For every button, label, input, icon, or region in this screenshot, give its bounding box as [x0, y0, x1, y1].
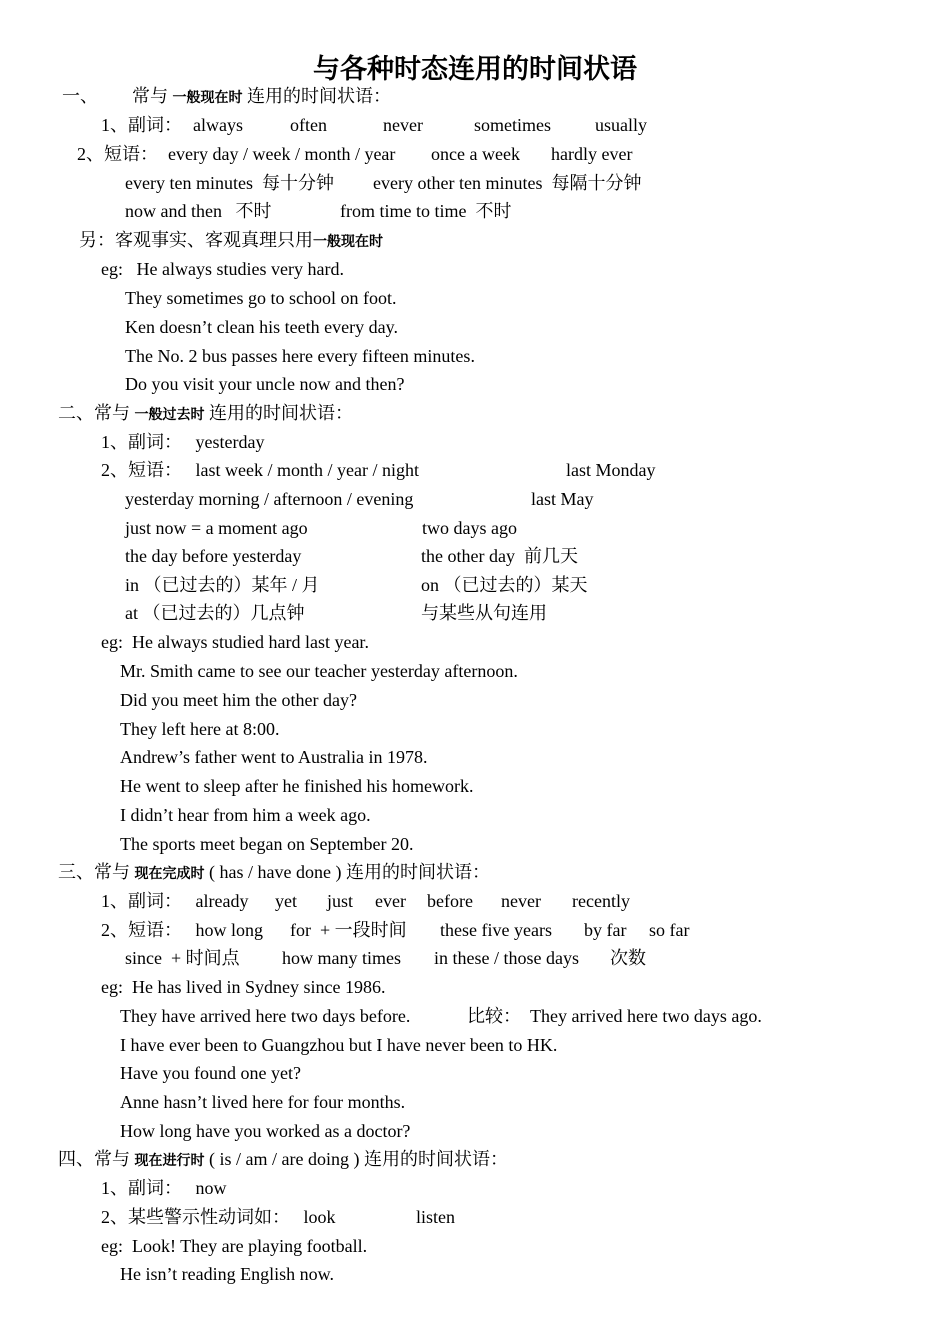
text-line-8	[125, 286, 396, 310]
text-line-17-col-2	[421, 544, 578, 568]
text-segment: ( has / have done )	[204, 862, 342, 882]
text-line-30-col-3	[440, 918, 552, 942]
text-segment: every fifteen minutes	[317, 346, 471, 366]
text-segment: .	[364, 632, 369, 652]
text-segment: here	[250, 1006, 291, 1026]
text-segment: eg: Look! They are playing football.	[101, 1236, 368, 1256]
text-segment: .	[405, 1006, 411, 1026]
text-line-1-col-2	[132, 84, 391, 110]
text-segment: 2、短语：	[77, 144, 158, 164]
text-segment: Have you found one	[120, 1063, 271, 1083]
text-line-9	[125, 315, 398, 339]
text-segment: 一般过去时	[134, 407, 205, 423]
text-segment: .	[366, 805, 371, 825]
text-segment: Anne	[120, 1092, 164, 1112]
text-segment: 1、副词：	[101, 115, 182, 135]
text-segment: isn’t reading	[145, 1264, 236, 1284]
text-segment: hasn’t lived	[163, 1092, 248, 1112]
text-segment: his homework.	[361, 776, 474, 796]
text-line-19-col-1	[125, 601, 305, 625]
text-segment: 一般现在时	[313, 234, 383, 250]
text-segment: hardly ever	[551, 144, 633, 164]
text-line-41	[101, 1234, 367, 1258]
text-line-40-col-1	[101, 1205, 336, 1229]
text-segment: has lived	[157, 977, 222, 997]
text-line-30-col-2	[290, 918, 407, 942]
text-segment: never	[383, 115, 423, 135]
text-line-18-col-2	[421, 573, 588, 597]
text-line-28	[58, 860, 490, 886]
text-segment: .	[422, 747, 428, 767]
text-segment: .	[400, 1092, 406, 1112]
text-line-13	[101, 430, 264, 454]
text-line-2-col-1	[101, 113, 182, 137]
text-segment: once a week	[431, 144, 520, 164]
text-segment: .	[470, 346, 475, 366]
text-segment: usually	[595, 115, 647, 135]
text-line-33-col-1	[120, 1004, 410, 1028]
text-line-22	[120, 688, 357, 712]
text-segment: listen	[416, 1207, 455, 1227]
text-segment: Did	[120, 690, 147, 710]
text-line-29-col-4	[375, 889, 406, 913]
text-segment: 另：客观事实、客观真理只用	[79, 230, 313, 250]
text-line-4-col-1	[125, 171, 334, 195]
text-segment: 1、副词： now	[101, 1178, 227, 1198]
text-segment: ies	[246, 259, 267, 279]
text-line-2-col-3	[290, 113, 327, 137]
text-segment: 一、	[62, 86, 98, 106]
text-segment: went	[145, 776, 181, 796]
text-segment: by far	[584, 920, 627, 940]
text-segment: hear from him	[173, 805, 286, 825]
text-segment: on （已过去的）某天	[421, 575, 588, 595]
text-segment: often	[290, 115, 327, 135]
text-segment: the other day	[254, 690, 349, 710]
text-segment: eg: He	[101, 259, 162, 279]
text-line-3-col-4	[551, 142, 632, 166]
text-segment: finished	[303, 776, 362, 796]
text-line-42	[120, 1262, 334, 1286]
text-segment: yet	[270, 1063, 293, 1083]
text-segment: Mr. Smith	[120, 661, 198, 681]
text-segment: I	[120, 1035, 131, 1055]
text-line-31-col-2	[282, 946, 401, 970]
text-segment: ?	[348, 690, 357, 710]
text-line-40-col-2	[416, 1205, 455, 1229]
text-line-3-col-3	[431, 142, 520, 166]
text-segment: you	[229, 1121, 266, 1141]
text-segment: 1、副词： yesterday	[101, 432, 265, 452]
text-segment: 与某些从句连用	[421, 603, 547, 623]
text-segment: 四、常与	[58, 1149, 135, 1169]
text-segment: .	[380, 977, 386, 997]
text-line-30-col-1	[101, 918, 263, 942]
text-segment: now	[299, 1264, 330, 1284]
text-segment: clean his teeth	[212, 317, 325, 337]
text-line-2-col-6	[595, 113, 647, 137]
text-segment: to HK.	[503, 1035, 558, 1055]
text-line-20	[101, 630, 369, 654]
text-segment: now and then 不时	[125, 201, 272, 221]
text-segment: 2、短语：	[101, 460, 196, 480]
text-segment: to see our teacher	[235, 661, 371, 681]
text-segment: Ken	[125, 317, 160, 337]
text-line-34	[120, 1033, 557, 1057]
text-segment: English	[235, 1264, 300, 1284]
text-segment: last Monday	[566, 460, 656, 480]
text-line-29-col-2	[275, 889, 297, 913]
text-line-38	[58, 1147, 508, 1173]
text-line-39	[101, 1176, 227, 1200]
text-segment: They	[125, 288, 167, 308]
text-line-3-col-2	[168, 142, 395, 166]
text-segment: The sports meet	[120, 834, 240, 854]
text-segment: always	[193, 115, 243, 135]
text-segment: 比较： They arrived here two days ago.	[467, 1006, 762, 1026]
text-segment: have arrived	[161, 1006, 251, 1026]
text-segment: very hard.	[266, 259, 344, 279]
text-segment: always	[161, 259, 212, 279]
text-line-25	[120, 774, 473, 798]
text-segment: worked	[265, 1121, 320, 1141]
text-segment: eg: He always stud	[101, 632, 242, 652]
text-line-14-col-1	[101, 458, 419, 482]
text-segment: yesterday morning / afternoon / evening	[125, 489, 414, 509]
text-segment: 一般现在时	[172, 90, 243, 106]
text-segment: here	[185, 719, 226, 739]
text-line-37	[120, 1119, 410, 1143]
text-segment: every day	[324, 317, 394, 337]
text-line-31-col-1	[125, 946, 240, 970]
text-segment: at （已过去的）几点钟	[125, 603, 305, 623]
text-line-30-col-5	[649, 918, 689, 942]
text-segment: hard	[263, 632, 305, 652]
text-line-5-col-1	[125, 199, 271, 223]
text-line-29-col-3	[327, 889, 353, 913]
text-line-29-col-6	[501, 889, 541, 913]
text-segment: two days before	[290, 1006, 406, 1026]
text-segment: didn’t	[130, 805, 174, 825]
text-segment: 次数	[610, 948, 646, 968]
text-segment: at 8:00	[225, 719, 275, 739]
text-line-29-col-1	[101, 889, 248, 913]
text-segment: in these / those days	[434, 948, 579, 968]
text-segment: in （已过去的）某年 / 月	[125, 575, 320, 595]
text-segment: 连用的时间状语：	[242, 86, 391, 106]
text-segment: left	[161, 719, 186, 739]
text-segment: the day before yesterday	[125, 546, 302, 566]
text-segment: these five years	[440, 920, 552, 940]
text-line-3-col-1	[77, 142, 158, 166]
text-segment: 连用的时间状语：	[341, 862, 490, 882]
text-segment: 2、短语： how long	[101, 920, 263, 940]
text-segment: sometimes	[166, 288, 244, 308]
text-segment: so far	[649, 920, 690, 940]
text-segment: two days ago	[422, 518, 517, 538]
text-segment: .	[329, 1264, 335, 1284]
text-segment: 现在完成时	[134, 866, 205, 882]
text-segment: .	[274, 719, 280, 739]
text-segment: go to school on foot.	[243, 288, 397, 308]
text-line-30-col-4	[584, 918, 626, 942]
text-segment: just	[327, 891, 354, 911]
text-segment: recently	[572, 891, 630, 911]
text-segment: 二、常与	[58, 403, 135, 423]
text-segment: I	[120, 805, 131, 825]
text-segment: every ten minutes 每十分钟	[125, 173, 334, 193]
text-line-27	[120, 832, 413, 856]
text-segment: have ever been	[130, 1035, 239, 1055]
text-line-31-col-4	[610, 946, 646, 970]
text-segment: Do you visit your uncle	[125, 374, 300, 394]
text-segment: 连用的时间状语：	[359, 1149, 508, 1169]
text-segment: .	[513, 661, 518, 681]
text-line-19-col-2	[421, 601, 547, 625]
text-segment: since 1986	[303, 977, 381, 997]
text-segment: 三、常与	[58, 862, 135, 882]
text-segment: How long have	[120, 1121, 230, 1141]
text-line-21	[120, 659, 518, 683]
text-segment: 现在进行时	[134, 1153, 205, 1169]
text-segment: ?	[292, 1063, 301, 1083]
text-line-5-col-2	[340, 199, 511, 223]
text-line-16-col-2	[422, 516, 517, 540]
text-segment: eg: He	[101, 977, 158, 997]
text-segment: last May	[531, 489, 594, 509]
text-segment: here	[277, 346, 318, 366]
text-segment: last	[195, 460, 221, 480]
text-segment: to Guangzhou but I	[238, 1035, 387, 1055]
text-segment: es	[262, 346, 278, 366]
text-line-31-col-3	[434, 946, 579, 970]
text-segment: for four months	[287, 1092, 401, 1112]
text-segment: how many times	[282, 948, 401, 968]
text-segment: yet	[275, 891, 297, 911]
text-segment: from time to time 不时	[340, 201, 512, 221]
text-segment: 常与	[132, 86, 173, 106]
text-segment: the other day 前几天	[421, 546, 578, 566]
text-segment: ever	[375, 891, 406, 911]
text-line-4-col-2	[373, 171, 641, 195]
text-segment: came	[197, 661, 236, 681]
text-line-12	[58, 401, 353, 427]
text-line-24	[120, 745, 427, 769]
text-segment: ied	[241, 632, 264, 652]
text-segment: 2、某些警示性动词如： look	[101, 1207, 336, 1227]
text-segment: in 1978	[368, 747, 423, 767]
text-line-29-col-7	[572, 889, 630, 913]
text-line-17-col-1	[125, 544, 301, 568]
text-segment: in Sydney	[221, 977, 304, 997]
text-segment: He	[120, 776, 146, 796]
text-segment: you meet him	[147, 690, 255, 710]
text-segment: went	[240, 747, 276, 767]
text-segment: .	[408, 834, 414, 854]
text-segment: for + 一段时间	[290, 920, 407, 940]
text-segment: here	[247, 1092, 288, 1112]
text-segment: to sleep after he	[180, 776, 304, 796]
text-line-14-col-2	[566, 458, 656, 482]
text-line-15-col-1	[125, 487, 413, 511]
text-segment: since + 时间点	[125, 948, 240, 968]
text-segment: a week ago	[285, 805, 367, 825]
text-segment: ( is / am / are doing )	[204, 1149, 360, 1169]
text-segment: never	[501, 891, 541, 911]
text-line-7	[101, 257, 344, 281]
text-segment: before	[427, 891, 473, 911]
text-segment: every other ten minutes 每隔十分钟	[373, 173, 642, 193]
text-segment: They	[120, 719, 162, 739]
text-line-35	[120, 1061, 301, 1085]
text-line-29-col-5	[427, 889, 473, 913]
text-line-26	[120, 803, 371, 827]
text-segment: yesterday afternoon	[370, 661, 514, 681]
text-segment: They	[120, 1006, 162, 1026]
text-segment: sometimes	[474, 115, 551, 135]
text-segment: just now = a moment ago	[125, 518, 308, 538]
text-segment: .	[393, 317, 398, 337]
text-segment: to Australia	[275, 747, 369, 767]
text-segment: now and then?	[299, 374, 405, 394]
text-segment: Andrew’s father	[120, 747, 241, 767]
text-segment: week / month / year / night	[220, 460, 419, 480]
text-segment: began on September 20	[239, 834, 409, 854]
text-line-33-col-2	[467, 1004, 762, 1028]
text-line-36	[120, 1090, 405, 1114]
text-segment: every day / week / month / year	[168, 144, 396, 164]
text-line-1-col-1	[62, 84, 98, 108]
text-line-2-col-2	[193, 113, 243, 137]
text-line-32	[101, 975, 385, 999]
text-line-23	[120, 717, 279, 741]
text-line-11	[125, 372, 404, 396]
text-segment: 连用的时间状语：	[204, 403, 353, 423]
text-line-16-col-1	[125, 516, 308, 540]
text-segment: He	[120, 1264, 146, 1284]
text-segment: 1、副词： already	[101, 891, 249, 911]
text-line-18-col-1	[125, 573, 320, 597]
text-line-15-col-2	[531, 487, 594, 511]
page-title: 与各种时态连用的时间状语	[313, 54, 637, 84]
text-segment: doesn’t	[159, 317, 213, 337]
text-line-6	[79, 228, 383, 254]
text-segment: as a doctor?	[319, 1121, 411, 1141]
text-line-2-col-5	[474, 113, 551, 137]
text-segment: last year	[304, 632, 365, 652]
text-segment: stud	[211, 259, 247, 279]
text-segment: The No. 2 bus pass	[125, 346, 263, 366]
text-line-2-col-4	[383, 113, 423, 137]
text-line-10	[125, 344, 475, 368]
text-segment: have never been	[386, 1035, 504, 1055]
